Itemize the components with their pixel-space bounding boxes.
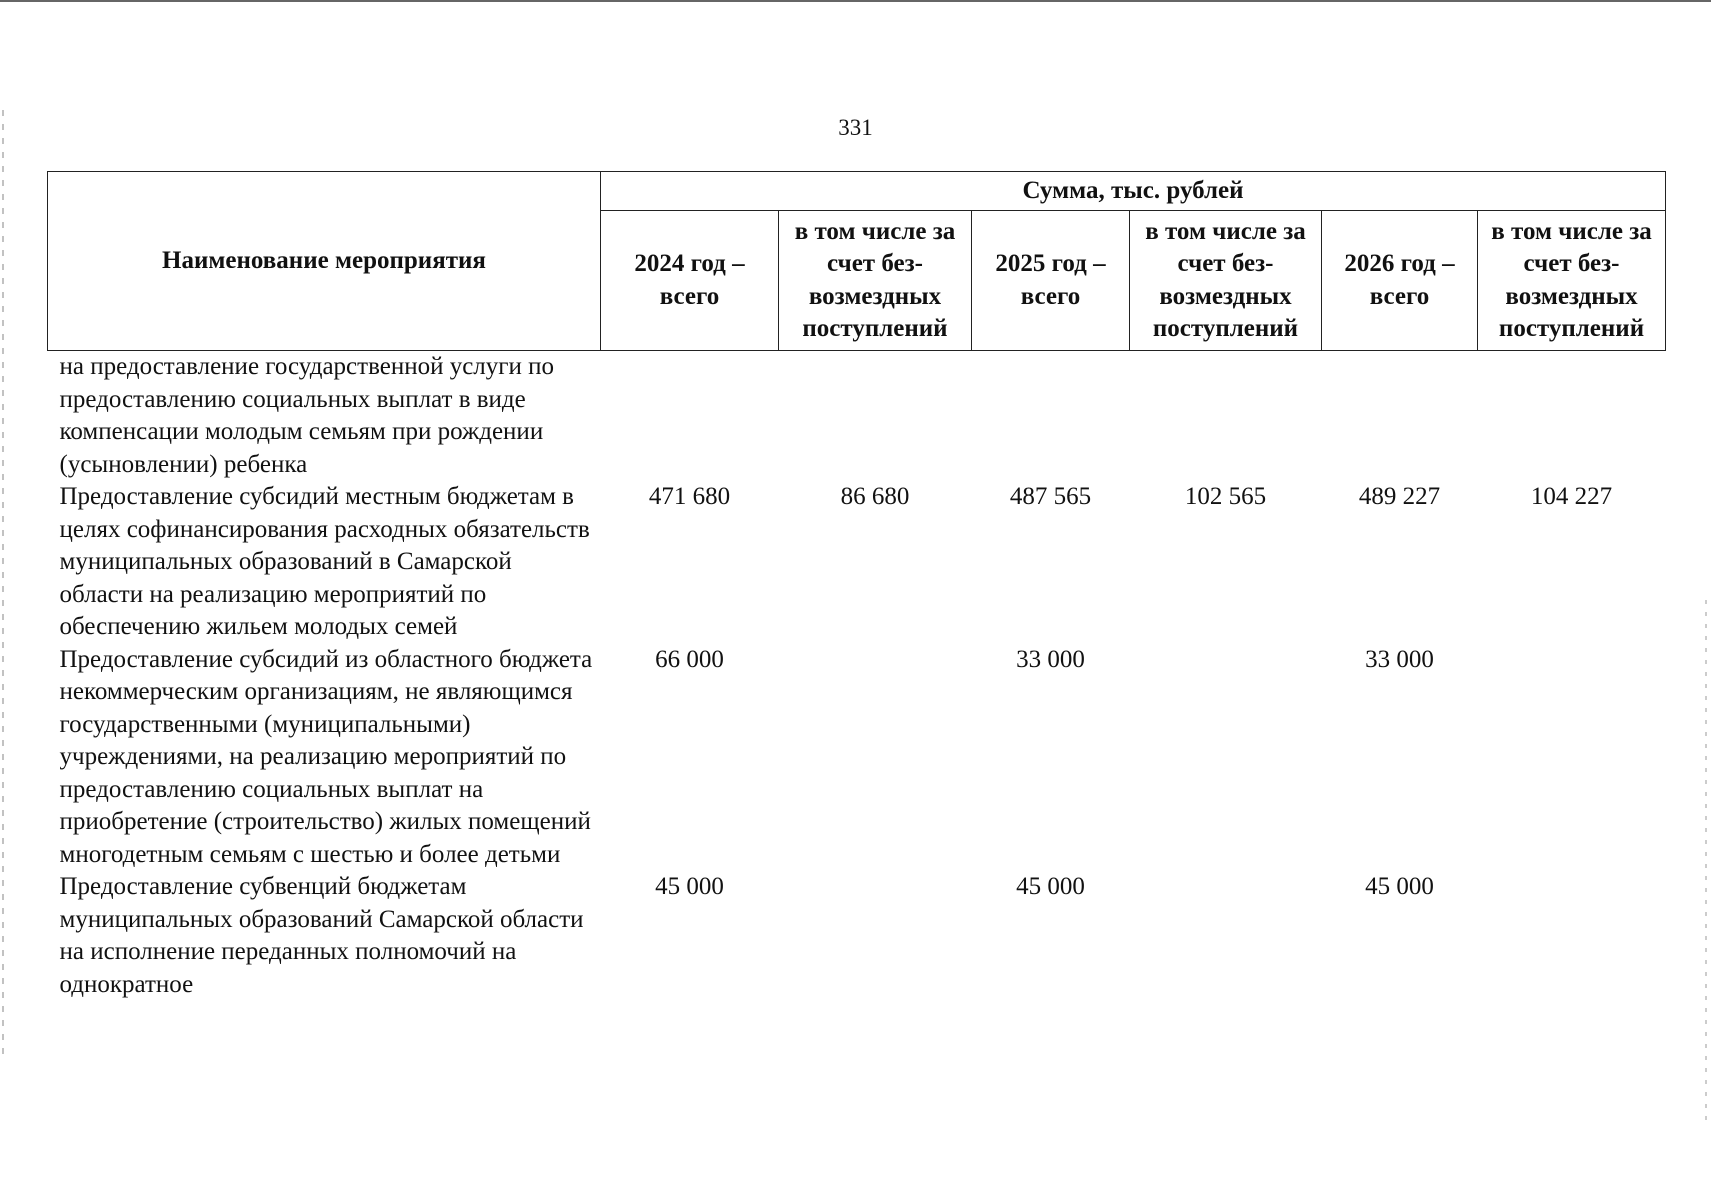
header-2025-total: 2025 год – всего xyxy=(972,211,1130,351)
budget-table xyxy=(47,171,1666,1001)
table-header xyxy=(48,172,1666,351)
value-2024-grants: 86 680 xyxy=(840,483,910,510)
header-sum: Сумма, тыс. рублей xyxy=(601,172,1666,211)
header-2024-grants: в том числе за счет без-возмездных поступлений xyxy=(779,211,972,351)
value-2024-grants xyxy=(779,871,972,1001)
value-2026-total: 45 000 xyxy=(1365,873,1434,900)
header-2026-grants: в том числе за счет без-возмездных поступлений xyxy=(1478,211,1666,351)
value-2025-total xyxy=(972,351,1130,482)
value-2025-total: 487 565 xyxy=(1009,483,1092,510)
row-name: Предоставление субсидий из областного бюджета некоммерческим организациям, не являющимся государственными (муниципальными) учреждениями, на реализацию мероприятий по предоставлению социальных выплат на приобретение (строительство) жилых помещений многодетным семьям с шестью и более детьми xyxy=(59,645,593,868)
value-2024-total: 471 680 xyxy=(648,483,731,510)
page-number: 331 xyxy=(838,115,873,140)
value-2025-grants xyxy=(1130,351,1322,482)
table-body xyxy=(48,351,1666,1002)
value-2025-grants xyxy=(1130,644,1322,872)
value-2026-total xyxy=(1322,351,1478,482)
header-2025-grants: в том числе за счет без-возмездных поступлений xyxy=(1130,211,1322,351)
scan-left-edge xyxy=(2,110,4,1060)
row-name: на предоставление государственной услуги по предоставлению социальных выплат в виде компенсации молодым семьям при рождении (усыновлении) ребенка xyxy=(59,353,555,478)
header-name: Наименование мероприятия xyxy=(48,172,601,351)
value-2026-total: 489 227 xyxy=(1358,483,1441,510)
value-2026-grants xyxy=(1478,644,1666,872)
row-name: Предоставление субвенций бюджетам муниципальных образований Самарской области на исполнение переданных полномочий на однократное xyxy=(59,873,584,998)
value-2024-total: 45 000 xyxy=(655,873,724,900)
table-row xyxy=(48,481,1666,644)
value-2024-total: 66 000 xyxy=(655,645,724,673)
header-2024-total: 2024 год – всего xyxy=(601,211,779,351)
value-2026-grants xyxy=(1478,871,1666,1001)
value-2026-grants xyxy=(1478,351,1666,482)
value-2026-grants: 104 227 xyxy=(1530,483,1613,510)
value-2025-total: 45 000 xyxy=(1016,873,1085,900)
value-2025-total: 33 000 xyxy=(1016,645,1085,673)
value-2025-grants: 102 565 xyxy=(1184,483,1267,510)
row-name: Предоставление субсидий местным бюджетам в целях софинансирования расходных обязательств муниципальных образований в Самарской области на реализацию мероприятий по обеспечению жильем молодых семей xyxy=(59,483,590,640)
table-row xyxy=(48,644,1666,872)
header-2026-total: 2026 год – всего xyxy=(1322,211,1478,351)
table-row xyxy=(48,351,1666,482)
value-2024-grants xyxy=(779,351,972,482)
value-2025-grants xyxy=(1130,871,1322,1001)
value-2024-grants xyxy=(779,644,972,872)
value-2026-total: 33 000 xyxy=(1365,645,1434,673)
table-row xyxy=(48,871,1666,1001)
scan-top-edge xyxy=(0,0,1711,2)
scan-right-edge xyxy=(1705,600,1707,1120)
value-2024-total xyxy=(601,351,779,482)
